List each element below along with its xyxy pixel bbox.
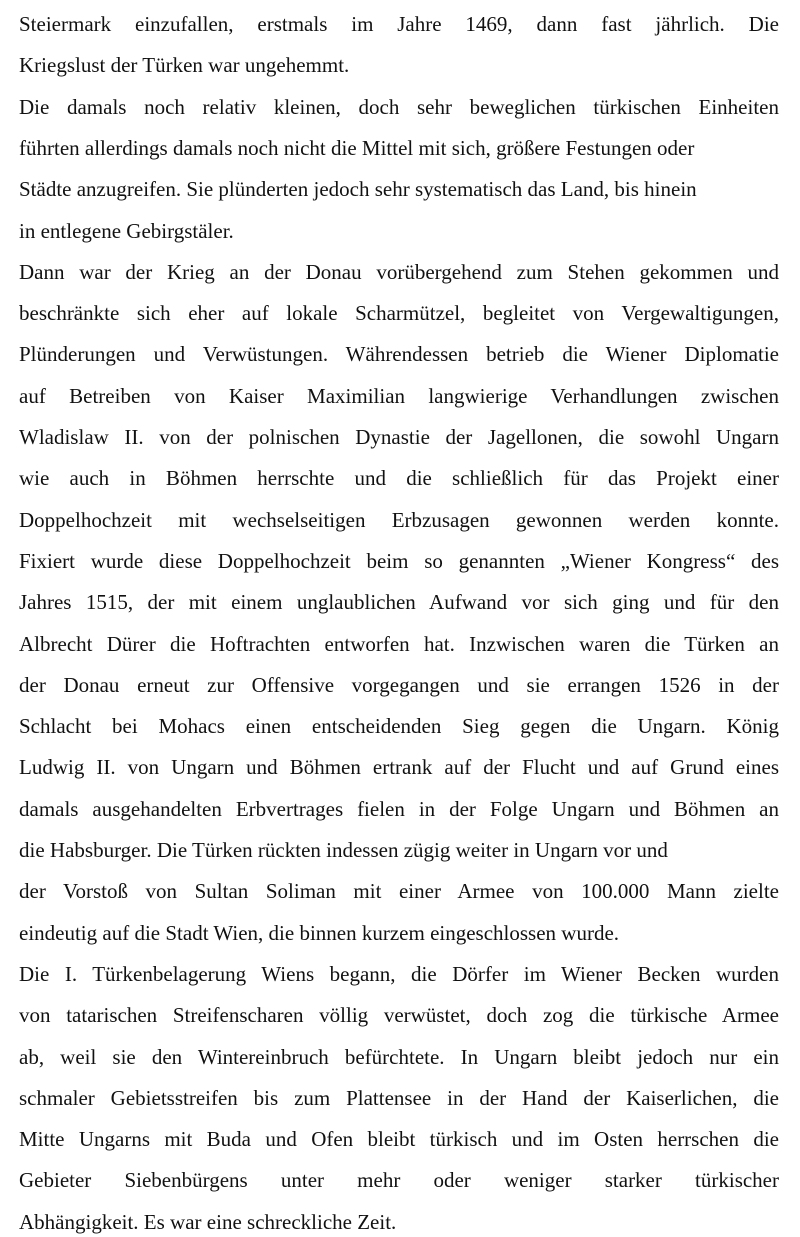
text-line: Dann war der Krieg an der Donau vorübergehend zum Stehen gekommen und bbox=[19, 260, 779, 284]
text-line: Die I. Türkenbelagerung Wiens begann, die Dörfer im Wiener Becken wurden bbox=[19, 962, 779, 986]
text-line: die Habsburger. Die Türken rückten indessen zügig weiter in Ungarn vor und bbox=[19, 838, 668, 862]
text-line: Jahres 1515, der mit einem unglaublichen Aufwand vor sich ging und für den bbox=[19, 590, 779, 614]
text-line: Städte anzugreifen. Sie plünderten jedoch sehr systematisch das Land, bis hinein bbox=[19, 177, 697, 201]
text-line: Albrecht Dürer die Hoftrachten entworfen hat. Inzwischen waren die Türken an bbox=[19, 632, 779, 656]
text-line: ab, weil sie den Wintereinbruch befürchtete. In Ungarn bleibt jedoch nur ein bbox=[19, 1045, 779, 1069]
text-line: wie auch in Böhmen herrschte und die schließlich für das Projekt einer bbox=[19, 466, 779, 490]
text-line: Gebieter Siebenbürgens unter mehr oder weniger starker türkischer bbox=[19, 1168, 779, 1192]
text-line: führten allerdings damals noch nicht die Mittel mit sich, größere Festungen oder bbox=[19, 136, 695, 160]
text-line: der Donau erneut zur Offensive vorgegangen und sie errangen 1526 in der bbox=[19, 673, 779, 697]
text-line: Doppelhochzeit mit wechselseitigen Erbzusagen gewonnen werden konnte. bbox=[19, 508, 779, 532]
text-line: auf Betreiben von Kaiser Maximilian langwierige Verhandlungen zwischen bbox=[19, 384, 779, 408]
text-line: Mitte Ungarns mit Buda und Ofen bleibt türkisch und im Osten herrschen die bbox=[19, 1127, 779, 1151]
text-line: schmaler Gebietsstreifen bis zum Plattensee in der Hand der Kaiserlichen, die bbox=[19, 1086, 779, 1110]
text-line: eindeutig auf die Stadt Wien, die binnen kurzem eingeschlossen wurde. bbox=[19, 921, 620, 945]
text-line: Fixiert wurde diese Doppelhochzeit beim so genannten „Wiener Kongress“ des bbox=[19, 549, 779, 573]
text-line: Kriegslust der Türken war ungehemmt. bbox=[19, 53, 350, 77]
text-line: Plünderungen und Verwüstungen. Währendessen betrieb die Wiener Diplomatie bbox=[19, 342, 779, 366]
text-line: von tatarischen Streifenscharen völlig verwüstet, doch zog die türkische Armee bbox=[19, 1003, 779, 1027]
text-line: Die damals noch relativ kleinen, doch sehr beweglichen türkischen Einheiten bbox=[19, 95, 779, 119]
text-line: Abhängigkeit. Es war eine schreckliche Zeit. bbox=[19, 1210, 397, 1234]
text-line: in entlegene Gebirgstäler. bbox=[19, 219, 234, 243]
text-line: der Vorstoß von Sultan Soliman mit einer Armee von 100.000 Mann zielte bbox=[19, 879, 779, 903]
text-line: beschränkte sich eher auf lokale Scharmützel, begleitet von Vergewaltigungen, bbox=[19, 301, 779, 325]
text-line: damals ausgehandelten Erbvertrages fielen in der Folge Ungarn und Böhmen an bbox=[19, 797, 779, 821]
text-line: Schlacht bei Mohacs einen entscheidenden Sieg gegen die Ungarn. König bbox=[19, 714, 779, 738]
text-line: Steiermark einzufallen, erstmals im Jahre 1469, dann fast jährlich. Die bbox=[19, 12, 779, 36]
text-line: Wladislaw II. von der polnischen Dynastie der Jagellonen, die sowohl Ungarn bbox=[19, 425, 779, 449]
text-line: Ludwig II. von Ungarn und Böhmen ertrank auf der Flucht und auf Grund eines bbox=[19, 755, 779, 779]
